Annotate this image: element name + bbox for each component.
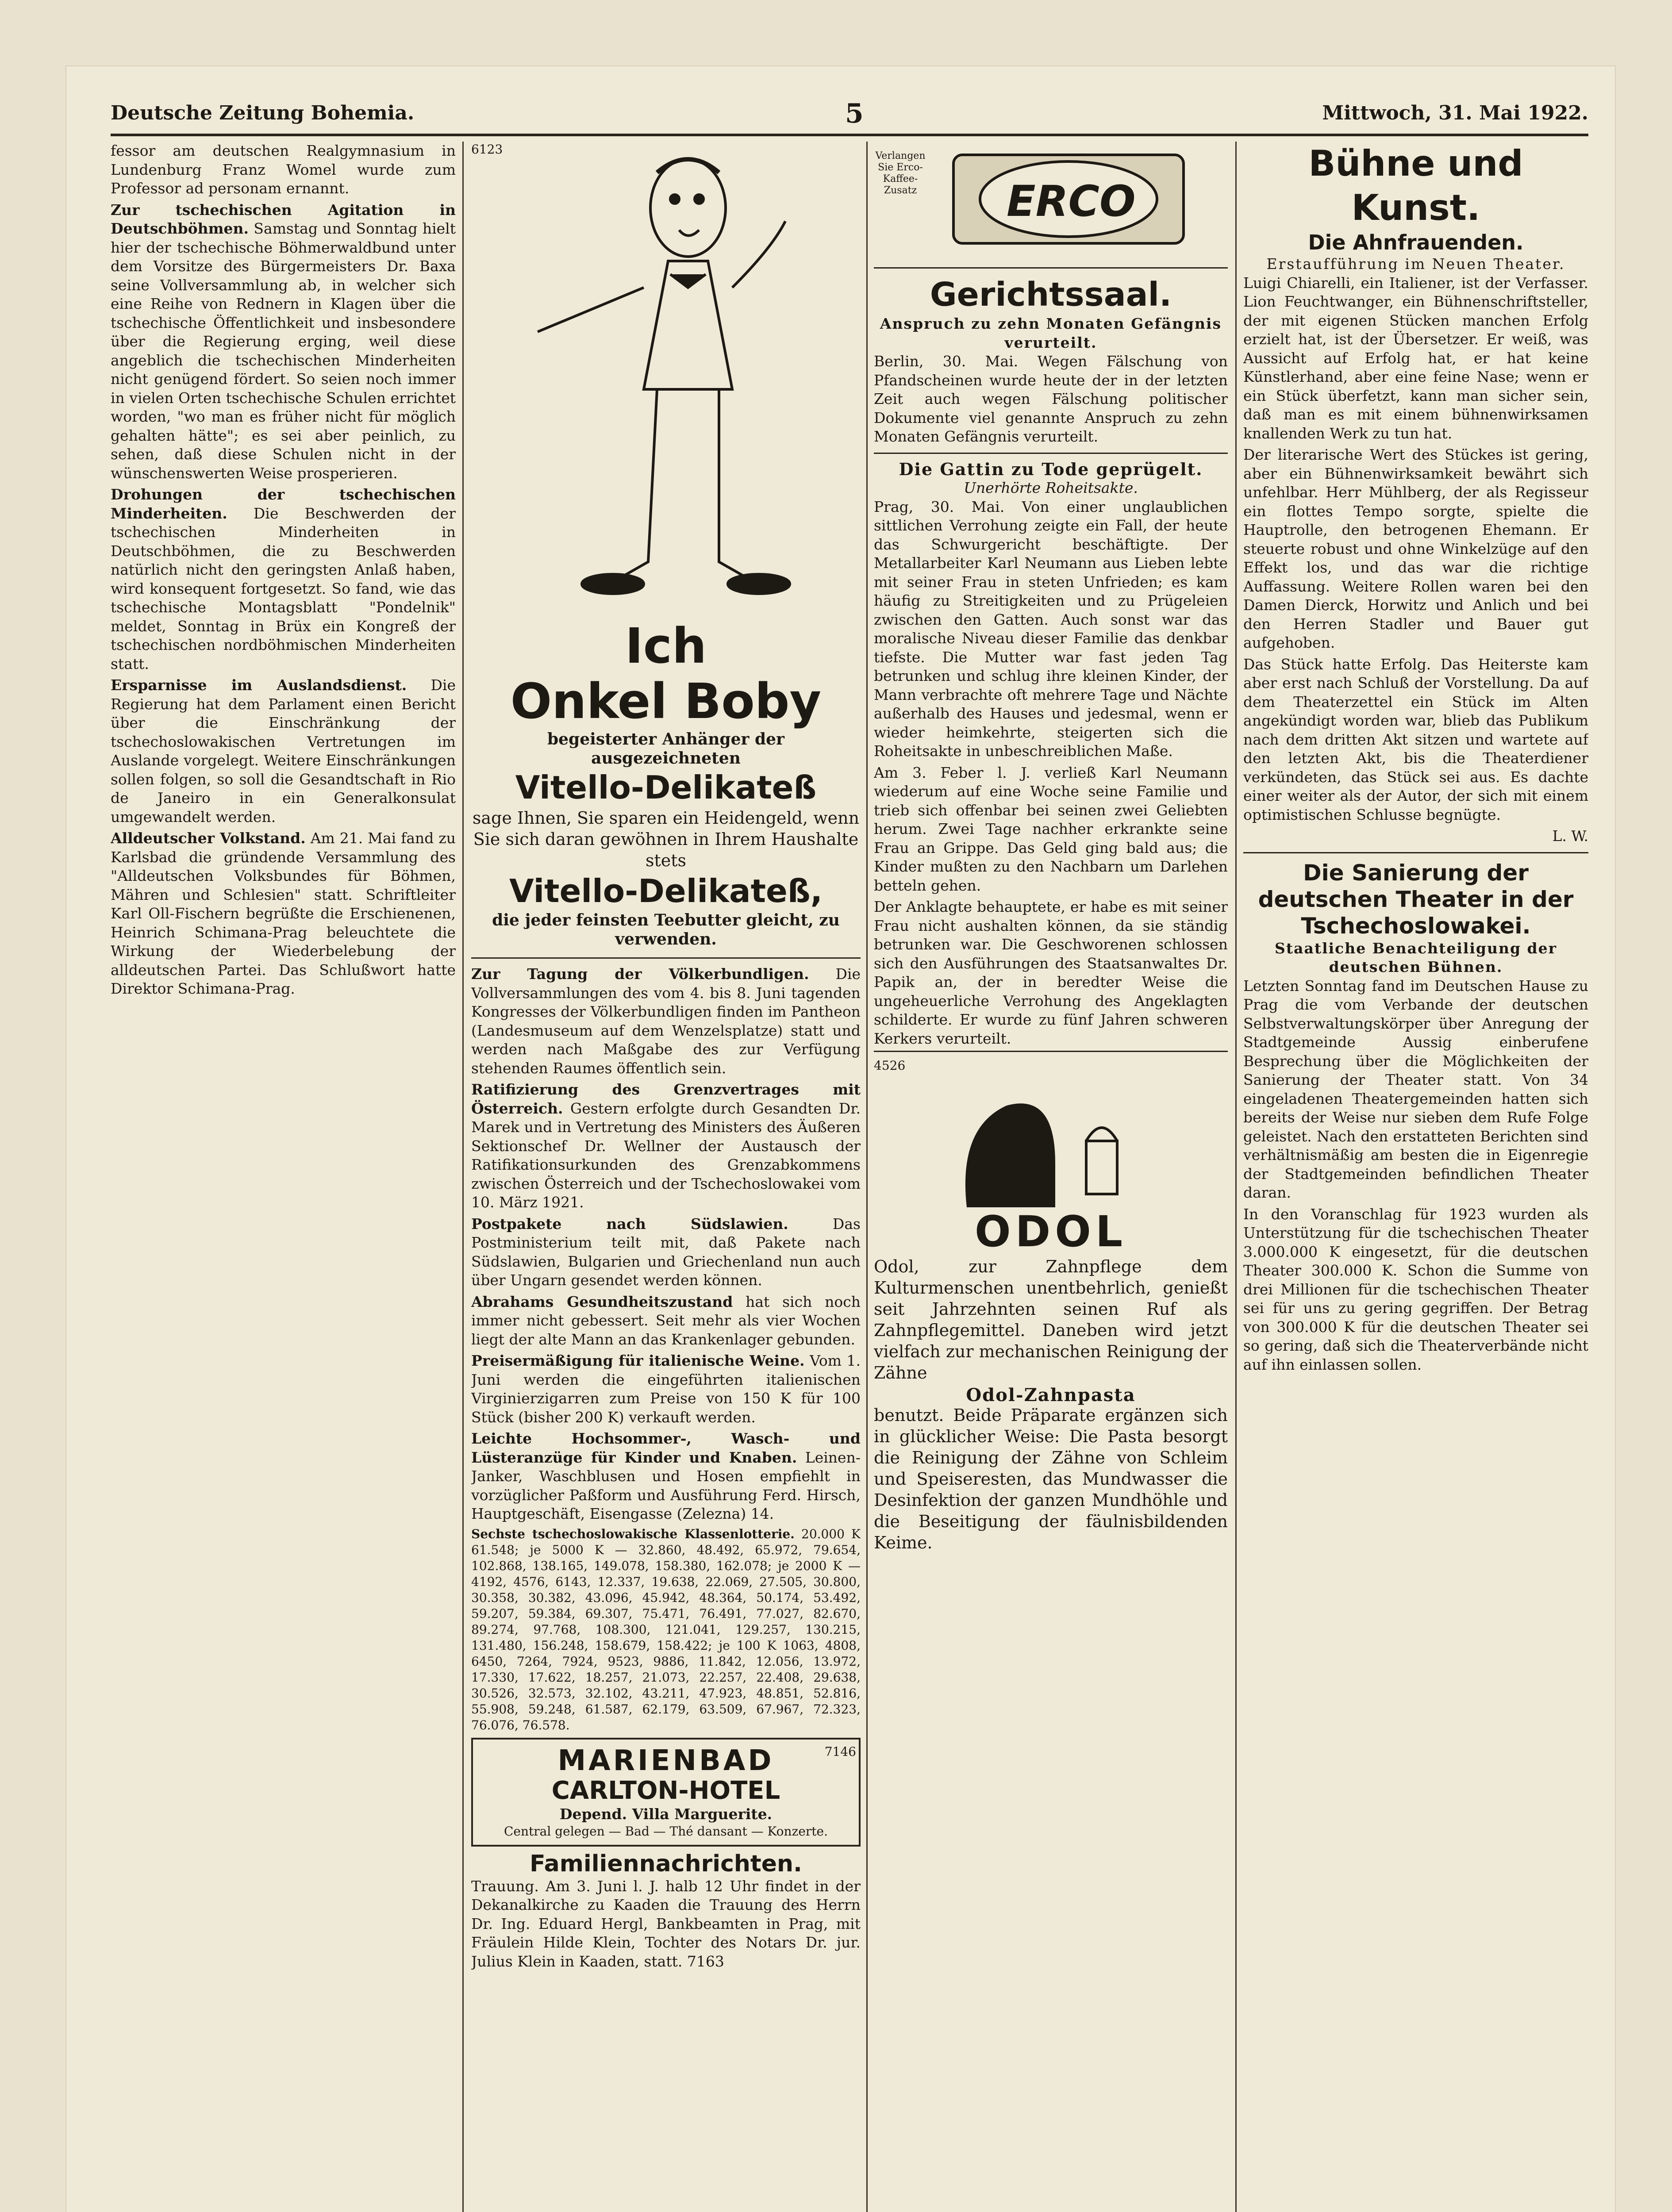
article-subheading: Erstaufführung im Neuen Theater. xyxy=(1266,255,1565,273)
article-heading: Ersparnisse im Auslandsdienst. xyxy=(111,676,407,694)
odol-advertisement xyxy=(874,1051,1228,1553)
odol-bottle-illustration xyxy=(940,1075,1161,1207)
column-2 xyxy=(471,142,861,2212)
hotel-name: MARIENBAD xyxy=(557,1744,774,1777)
article-heading: Postpakete nach Südslawien. xyxy=(471,1215,788,1233)
ad-line: begeisterter Anhänger der ausgezeichneten xyxy=(547,730,785,768)
article-body: Letzten Sonntag fand im Deutschen Hause zu Prag die vom Verbande der deutschen Selbstverwaltungskörper über Anregung der Stadtgemeinde Aussig einberufene Besprechung über die Möglichkeiten der Sanierung der Theater statt. Von 34 eingeladenen Theatergemeinden hatten sich bereits der Weise nur sieben dem Rufe Folge geleistet. Nach den erstatteten Berichten sind verhältnismäßig am besten die in Eigenregie der Stadtgemeinden befindlichen Theater daran. xyxy=(1243,977,1588,1201)
section-heading: Familiennachrichten. xyxy=(530,1851,802,1877)
column-1 xyxy=(111,142,456,2212)
divider xyxy=(874,453,1228,454)
column-4 xyxy=(1243,142,1588,2212)
article-heading: Preisermäßigung für italienische Weine. xyxy=(471,1352,805,1369)
article-body: Die Vollversammlungen des vom 4. bis 8. Juni tagenden Kongresses der Völkerbundligen finden im Pantheon (Landesmuseum auf dem Wenzelsplatze) statt und werden nach Maßgabe des zur Verfügung stehenden Raumes öffentlich sein. xyxy=(471,965,861,1077)
article-heading: Zur Tagung der Völkerbundligen. xyxy=(471,965,809,983)
article-body: Leinen-Janker, Waschblusen und Hosen empfiehlt in vorzüglicher Paßform und Ausführung Ferd. Hirsch, Hauptgeschäft, Eisengasse (Zelezna) 14. xyxy=(471,1448,861,1522)
article-heading: Alldeutscher Volkstand. xyxy=(111,830,306,847)
ad-code: 7146 xyxy=(824,1744,856,1759)
ad-sidebar-text: Verlangen Sie Erco-Kaffee-Zusatz xyxy=(875,150,926,196)
ad-product: Vitello-Delikateß, xyxy=(509,872,823,910)
divider xyxy=(471,957,861,959)
article-body: Die Regierung hat dem Parlament einen Bericht über die Einschränkung der tschechoslowakischen Vertretungen im Auslande vorgelegt. Weitere Einschränkungen sollen folgen, so soll die Gesandtschaft in Rio de Janeiro in ein Generalkonsulat umgewandelt werden. xyxy=(111,676,456,826)
column-divider xyxy=(866,142,868,2212)
article-body: Der Anklagte behauptete, er habe es mit seiner Frau nicht aushalten können, da sie ständig betrunken war. Die Geschworenen schlossen sich den Ausführungen des Staatsanwaltes Dr. Papik an, der in beredter Weise die ungeheuerliche Verrohung des Angeklagten schilderte. Er wurde zu fünf Jahren schweren Kerkers verurteilt. xyxy=(874,898,1228,1047)
article-body: Trauung. Am 3. Juni l. J. halb 12 Uhr findet in der Dekanalkirche zu Kaaden die Trauung des Herrn Dr. Ing. Eduard Hergl, Bankbeamten in Prag, mit Fräulein Hilde Klein, Tochter des Notars Dr. jur. Julius Klein in Kaaden, statt. 7163 xyxy=(471,1877,861,1970)
hotel-subtitle: Depend. Villa Marguerite. xyxy=(559,1805,773,1823)
hotel-tagline: Central gelegen — Bad — Thé dansant — Konzerte. xyxy=(504,1824,828,1839)
issue-date: Mittwoch, 31. Mai 1922. xyxy=(1322,102,1588,124)
article-heading: Leichte Hochsommer-, Wasch- und Lüsteranzüge für Kinder und Knaben. xyxy=(471,1430,861,1466)
article-body: In den Voranschlag für 1923 wurden als Unterstützung für die tschechischen Theater 3.000.000 K eingesetzt, für die deutschen Theater 300.000 K. Schon die Summe von drei Millionen für die tschechischen Theater sei für uns zu gering gegriffen. Der Betrag von 300.000 K für die deutschen Theater sei so gering, daß sich die Theaterverbände nicht auf ihn einlassen sollen. xyxy=(1243,1205,1588,1373)
onkel-boby-illustration xyxy=(511,142,821,619)
article-body: Am 21. Mai fand zu Karlsbad die gründende Versammlung des "Alldeutschen Volksbundes für Böhmen, Mähren und Schlesien" statt. Schriftleiter Karl Oll-Fischern begrüßte die Erschienenen, Heinrich Schimana-Prag beleuchtete die Wirkung der Wiederbelebung der alldeutschen Partei. Das Schlußwort hatte Direktor Schimana-Prag. xyxy=(111,830,456,997)
article-body: Das Stück hatte Erfolg. Das Heiterste kam aber erst nach Schluß der Vorstellung. Da auf dem Theaterzettel ein Stück im Alten angekündigt worden war, blieb das Publikum nach dem dritten Akt sitzen und wartete auf den letzten Akt, bis die Theaterdiener verkündeten, das Stück sei aus. Es dachte einer weiter als der Autor, der sich mit einem optimistischen Schlusse begnügte. xyxy=(1243,655,1588,823)
article-subheading: Anspruch zu zehn Monaten Gefängnis verurteilt. xyxy=(880,315,1222,351)
article-heading: Die Gattin zu Tode geprügelt. xyxy=(899,459,1203,479)
article-body: hat sich noch immer nicht gebessert. Seit mehr als vier Wochen liegt der alte Mann an das Krankenlager gebunden. xyxy=(471,1293,861,1348)
lottery-numbers: 20.000 K 61.548; je 5000 K — 32.860, 48.492, 65.972, 79.654, 102.868, 138.165, 149.078, 158.380, 162.078; je 2000 K — 4192, 4576, 6143, 12.337, 19.638, 22.069, 27.505, 30.800, 30.358, 30.382, 43.096, 45.942, 48.364, 50.174, 53.492, 59.207, 59.384, 69.307, 75.471, 76.491, 77.027, 82.670, 89.274, 97.768, 108.300, 121.041, 129.257, 130.215, 131.480, 156.248, 158.679, 158.422; je 100 K 1063, 4808, 6450, 7264, 7924, 9523, 9886, 11.842, 12.056, 13.972, 17.330, 17.622, 18.257, 21.073, 22.257, 22.408, 29.638, 30.526, 32.573, 32.102, 43.211, 47.923, 48.851, 52.816, 55.908, 59.248, 61.587, 62.179, 63.509, 67.967, 72.323, 76.076, 76.578. xyxy=(471,1526,861,1732)
erco-advertisement xyxy=(874,142,1228,261)
article-body: Die Beschwerden der tschechischen Minderheiten in Deutschböhmen, die zu Beschwerden natürlich nicht den geringsten Anlaß haben, wird konsequent fortgesetzt. So fand, wie das tschechische Montagsblatt "Pondelnik" meldet, Sonntag in Brüx ein Kongreß der tschechischen nordböhmischen Minderheiten statt. xyxy=(111,504,456,672)
newspaper-name: Deutsche Zeitung Bohemia. xyxy=(111,102,415,124)
ad-tail: die jeder feinsten Teebutter gleicht, zu verwenden. xyxy=(492,911,840,949)
carlton-hotel-advertisement xyxy=(471,1738,861,1847)
page-number: 5 xyxy=(845,98,864,129)
article-body: Vom 1. Juni werden die eingeführten italienischen Virginierzigarren zum Preise von 150 K für 100 Stück (bisher 200 K) verkauft werden. xyxy=(471,1352,861,1426)
article-body: Luigi Chiarelli, ein Italiener, ist der Verfasser. Lion Feuchtwanger, ein Bühnenschriftsteller, der mit eigenen Stücken manchen Erfolg erzielt hat, ist der Übersetzer. Er weiß, was Aussicht auf Erfolg hat, er hat keine Künstlerhand, aber eine feine Nase; wenn er ein Stück überfetzt, kann man sicher sein, daß man es mit einem bühnenwirksamen knallenden Werk zu tun hat. xyxy=(1243,274,1588,442)
ad-title: Ich xyxy=(625,618,707,674)
ad-subheading: Odol-Zahnpasta xyxy=(966,1384,1136,1406)
column-3 xyxy=(874,142,1228,2212)
column-divider xyxy=(462,142,464,2212)
ad-text: Odol, zur Zahnpflege dem Kulturmenschen unentbehrlich, genießt seit Jahrzehnten seinen Ruf als Zahnpflegemittel. Daneben wird jetzt vielfach zur mechanischen Reinigung der Zähne xyxy=(874,1256,1228,1382)
vitello-advertisement xyxy=(471,142,861,951)
article-body: Der literarische Wert des Stückes ist gering, aber ein Bühnenwirksamkeit bewährt sich unfehlbar. Herr Mühlberg, der als Regisseur ein flottes Tempo sorgte, spielte die Hauptrolle, den betrogenen Ehemann. Er steuerte robust und ohne Winkelzüge auf den Effekt los, und das war die richtige Auffassung. Weitere Rollen waren bei den Damen Dierck, Horwitz und Anlich und bei den Herren Stadler und Bauer gut aufgehoben. xyxy=(1243,446,1588,651)
article-heading: Zur tschechischen Agitation in Deutschböhmen. xyxy=(111,201,456,237)
section-heading: Bühne und Kunst. xyxy=(1308,143,1523,228)
article-body: Das Postministerium teilt mit, daß Pakete nach Südslawien, Bulgarien und Griechenland nun auch über Ungarn gesendet werden können. xyxy=(471,1215,861,1289)
article-body: Samstag und Sonntag hielt hier der tschechische Böhmerwaldbund unter dem Vorsitze des Bürgermeisters Dr. Baxa seine Vollversammlung ab, in welcher sich eine Reihe von Rednern in Klagen über die tschechische Öffentlichkeit und insbesondere über die Regierung erging, weil diese angeblich die tschechischen Minderheiten nicht genügend fördert. So seien noch immer in vielen Orten tschechische Schulen errichtet worden, "wo man es früher nicht für möglich gehalten hätte"; es sei aber peinlich, zu sehen, daß diese Schulen nicht in der wünschenswerten Weise prosperieren. xyxy=(111,220,456,482)
article-heading: Abrahams Gesundheitszustand xyxy=(471,1293,733,1310)
masthead xyxy=(111,98,1588,129)
divider xyxy=(874,267,1228,269)
article-body: Prag, 30. Mai. Von einer unglaublichen sittlichen Verrohung zeigte ein Fall, der heute das Schwurgericht beschäftigte. Der Metallarbeiter Karl Neumann aus Lieben lebte mit seiner Frau in steten Unfrieden; es kam häufig zu Streitigkeiten und zu Prügeleien zwischen den Gatten. Auch sonst war das moralische Niveau dieser Familie das denkbar tiefste. Die Mutter war fast jeden Tag betrunken und schlug ihre kleinen Kinder, der Mann verbrachte oft mehrere Tage und Nächte außerhalb des Hauses und jedesmal, wenn er wieder heimkehrte, steigerten sich die Roheitsakte in unbeschreiblichen Maße. xyxy=(874,498,1228,760)
ad-code: 4526 xyxy=(874,1058,906,1073)
article-subheading: Staatliche Benachteiligung der deutschen Bühnen. xyxy=(1275,939,1557,975)
ad-product: Vitello-Delikateß xyxy=(515,769,817,806)
ad-title: Onkel Boby xyxy=(510,673,822,730)
ad-text: benutzt. Beide Präparate ergänzen sich in glücklicher Weise: Die Pasta besorgt die Reinigung der Zähne von Schleim und Speiseresten, das Mundwasser die Desinfektion der ganzen Mundhöhle und die Beseitigung der fäulnisbildenden Keime. xyxy=(874,1406,1228,1552)
section-heading: Gerichtssaal. xyxy=(930,276,1172,314)
article-heading: Die Sanierung der deutschen Theater in der Tschechoslowakei. xyxy=(1258,860,1574,939)
odol-brand: ODOL xyxy=(974,1206,1127,1256)
article-intro: fessor am deutschen Realgymnasium in Lundenburg Franz Womel wurde zum Professor ad personam ernannt. xyxy=(111,142,456,197)
article-body: Berlin, 30. Mai. Wegen Fälschung von Pfandscheinen wurde heute der in der letzten Zeit auch wegen Fälschung politischer Dokumente viel genannte Anspruch zu zehn Monaten Gefängnis verurteilt. xyxy=(874,353,1228,445)
author-signature: L. W. xyxy=(1552,827,1588,845)
article-body: Am 3. Feber l. J. verließ Karl Neumann wiederum auf eine Woche seine Familie und trieb sich offenbar bei seinen zwei Geliebten herum. Zwei Tage nachher erkrankte seine Frau an Grippe. Das Geld ging bald aus; die Kinder mußten zu den Nachbarn um Darlehen betteln gehen. xyxy=(874,764,1228,894)
article-heading: Ratifizierung des Grenzvertrages mit Österreich. xyxy=(471,1081,861,1117)
article-subheading: Unerhörte Roheitsakte. xyxy=(964,479,1138,496)
hotel-name: CARLTON-HOTEL xyxy=(551,1776,780,1805)
article-heading: Die Ahnfrauenden. xyxy=(1308,230,1524,254)
masthead-rule xyxy=(111,134,1588,136)
divider xyxy=(1243,852,1588,853)
column-divider xyxy=(1235,142,1237,2212)
lottery-heading: Sechste tschechoslowakische Klassenlotterie. xyxy=(471,1526,795,1541)
ad-code: 6123 xyxy=(471,142,503,157)
ad-text: sage Ihnen, Sie sparen ein Heidengeld, wenn Sie sich daran gewöhnen in Ihrem Haushalte stets xyxy=(472,808,860,870)
article-heading: Drohungen der tschechischen Minderheiten. xyxy=(111,486,456,522)
article-body: Gestern erfolgte durch Gesandten Dr. Marek und in Vertretung des Ministers des Äußeren Sektionschef Dr. Wellner der Austausch der Ratifikationsurkunden des Grenzabkommens zwischen Österreich und der Tschechoslowakei vom 10. März 1921. xyxy=(471,1099,861,1211)
erco-brand: ERCO xyxy=(1007,177,1136,226)
